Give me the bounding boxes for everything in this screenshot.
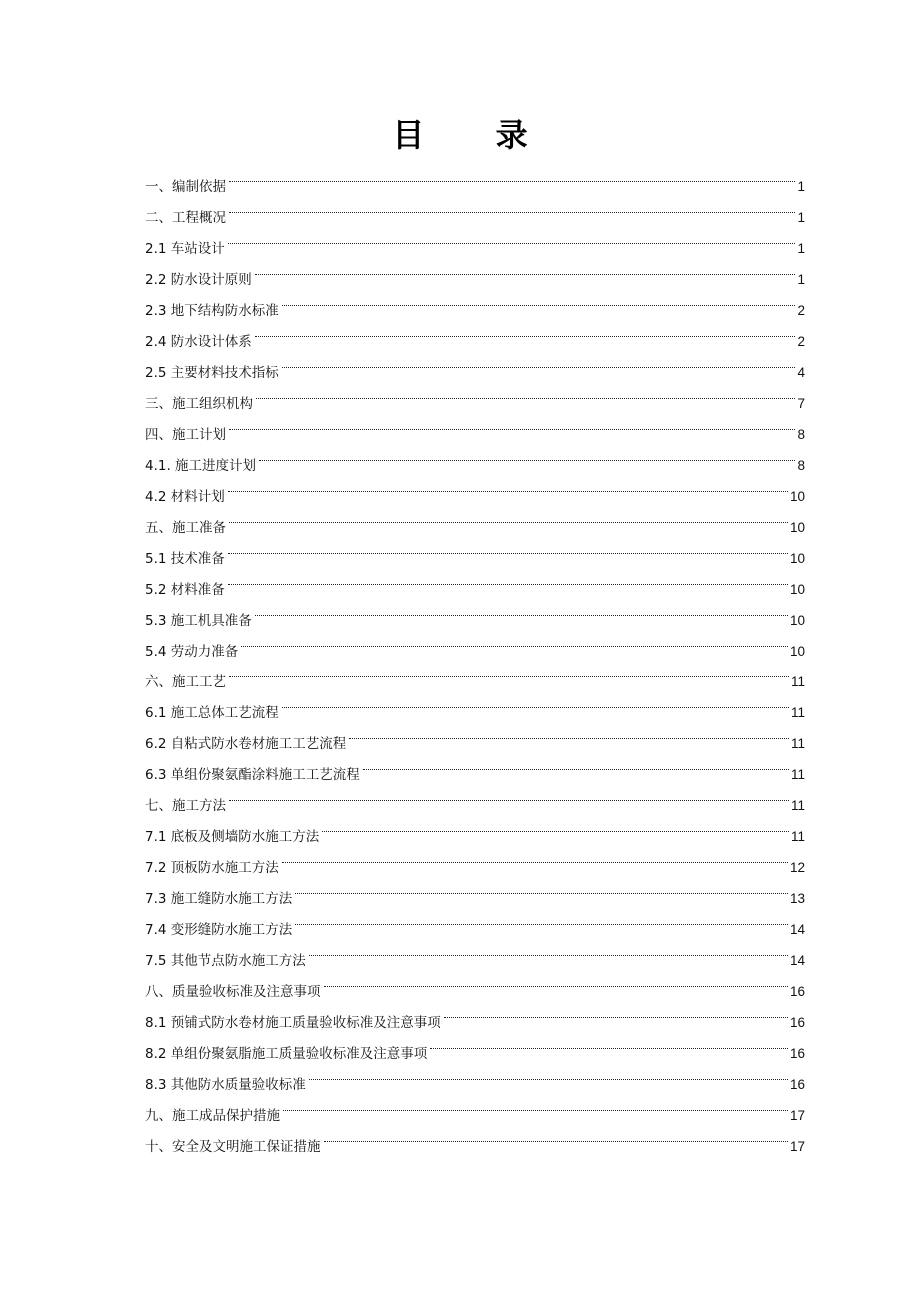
toc-title: 目 录: [392, 116, 558, 154]
toc-entry-page-number: 10: [789, 643, 805, 659]
toc-dot-leader: [241, 625, 788, 656]
toc-entry-page-number: 4: [797, 364, 805, 380]
toc-entry-label: 六、施工工艺: [145, 674, 226, 691]
toc-entry-label: 三、施工组织机构: [145, 395, 253, 412]
toc-entry-label: 四、施工计划: [145, 426, 226, 443]
toc-entry-label: 2.1 车站设计: [145, 240, 225, 257]
toc-dot-leader: [229, 779, 789, 810]
toc-dot-leader: [229, 501, 788, 532]
toc-entry-page-number: 8: [797, 426, 805, 442]
toc-entry-page-number: 8: [797, 457, 805, 473]
toc-dot-leader: [255, 315, 796, 346]
toc-entry-label: 6.1 施工总体工艺流程: [145, 705, 279, 722]
toc-dot-leader: [282, 686, 789, 717]
toc-entry-page-number: 16: [789, 1077, 805, 1093]
toc-list: [145, 160, 805, 1155]
toc-entry-page-number: 16: [789, 1015, 805, 1031]
toc-dot-leader: [259, 439, 795, 470]
toc-entry[interactable]: [145, 810, 805, 846]
toc-entry-label: 7.1 底板及侧墙防水施工方法: [145, 829, 320, 846]
toc-entry-label: 九、施工成品保护措施: [145, 1108, 280, 1125]
toc-entry[interactable]: [145, 222, 805, 257]
toc-entry-page-number: 10: [789, 550, 805, 566]
toc-entry-label: 7.3 施工缝防水施工方法: [145, 891, 293, 908]
toc-entry-page-number: 17: [789, 1108, 805, 1124]
toc-entry-label: 5.3 施工机具准备: [145, 612, 252, 629]
toc-entry-page-number: 2: [797, 302, 805, 318]
toc-entry[interactable]: [145, 439, 805, 474]
toc-entry-page-number: 11: [790, 829, 805, 845]
toc-entry-label: 2.5 主要材料技术指标: [145, 364, 279, 381]
toc-dot-leader: [229, 656, 789, 687]
toc-entry-label: 5.2 材料准备: [145, 581, 225, 598]
toc-entry-label: 五、施工准备: [145, 519, 226, 536]
toc-entry-label: 8.2 单组份聚氨脂施工质量验收标准及注意事项: [145, 1046, 428, 1063]
toc-entry[interactable]: [145, 656, 805, 691]
toc-entry[interactable]: [145, 686, 805, 722]
toc-entry-label: 6.3 单组份聚氨酯涂料施工工艺流程: [145, 767, 360, 784]
toc-entry[interactable]: [145, 779, 805, 815]
toc-entry-page-number: 13: [789, 891, 805, 907]
toc-dot-leader: [309, 1058, 788, 1089]
toc-dot-leader: [283, 1089, 788, 1120]
toc-entry-label: 2.4 防水设计体系: [145, 333, 252, 350]
toc-entry-page-number: 11: [790, 736, 805, 752]
toc-entry[interactable]: [145, 408, 805, 443]
toc-dot-leader: [228, 532, 788, 563]
toc-dot-leader: [430, 1027, 788, 1058]
toc-entry-page-number: 11: [790, 674, 805, 690]
toc-entry[interactable]: [145, 625, 805, 660]
toc-entry[interactable]: [145, 594, 805, 629]
toc-entry[interactable]: [145, 532, 805, 567]
toc-dot-leader: [309, 934, 788, 965]
toc-dot-leader: [322, 810, 789, 841]
toc-dot-leader: [229, 160, 795, 191]
toc-entry-page-number: 11: [790, 798, 805, 814]
toc-entry-page-number: 12: [789, 860, 805, 876]
toc-entry-page-number: 2: [797, 333, 805, 349]
toc-entry-page-number: 10: [789, 581, 805, 597]
toc-entry-label: 4.1. 施工进度计划: [145, 457, 257, 474]
toc-dot-leader: [363, 748, 789, 779]
toc-entry-page-number: 11: [790, 767, 805, 783]
toc-dot-leader: [324, 965, 788, 996]
toc-entry-page-number: 14: [789, 953, 805, 969]
toc-entry-label: 7.5 其他节点防水施工方法: [145, 953, 306, 970]
toc-entry-label: 七、施工方法: [145, 798, 226, 815]
toc-entry-page-number: 1: [797, 240, 805, 256]
toc-dot-leader: [256, 377, 795, 408]
toc-dot-leader: [229, 191, 795, 222]
toc-entry[interactable]: [145, 191, 805, 226]
toc-entry-label: 7.4 变形缝防水施工方法: [145, 922, 293, 939]
toc-entry-page-number: 17: [789, 1139, 805, 1154]
toc-entry-label: 4.2 材料计划: [145, 488, 225, 505]
toc-entry-page-number: 1: [797, 178, 805, 194]
toc-entry-page-number: 10: [789, 519, 805, 535]
toc-dot-leader: [295, 903, 788, 934]
toc-entry-page-number: 1: [797, 209, 805, 225]
toc-dot-leader: [228, 470, 788, 501]
toc-entry[interactable]: [145, 160, 805, 195]
toc-entry-label: 5.1 技术准备: [145, 550, 225, 567]
toc-entry-page-number: 10: [789, 488, 805, 504]
toc-entry-label: 6.2 自粘式防水卷材施工工艺流程: [145, 736, 347, 753]
toc-entry-page-number: 1: [797, 271, 805, 287]
toc-entry-label: 十、安全及文明施工保证措施: [145, 1139, 321, 1155]
toc-dot-leader: [282, 284, 796, 315]
toc-dot-leader: [349, 717, 789, 748]
toc-entry-label: 一、编制依据: [145, 178, 226, 195]
toc-entry-label: 5.4 劳动力准备: [145, 643, 239, 660]
toc-entry-page-number: 10: [789, 612, 805, 628]
toc-entry-label: 八、质量验收标准及注意事项: [145, 984, 321, 1001]
toc-entry-label: 二、工程概况: [145, 209, 226, 226]
toc-entry-label: 8.1 预铺式防水卷材施工质量验收标准及注意事项: [145, 1015, 441, 1032]
toc-dot-leader: [229, 408, 795, 439]
toc-entry[interactable]: [145, 253, 805, 288]
toc-entry-page-number: 16: [789, 984, 805, 1000]
toc-dot-leader: [282, 346, 796, 377]
toc-entry-label: 7.2 顶板防水施工方法: [145, 860, 279, 877]
toc-dot-leader: [228, 563, 788, 594]
toc-dot-leader: [444, 996, 788, 1027]
toc-entry-page-number: 11: [790, 705, 805, 721]
toc-dot-leader: [282, 841, 788, 872]
toc-entry[interactable]: [145, 470, 805, 505]
toc-entry[interactable]: [145, 501, 805, 536]
toc-dot-leader: [255, 253, 796, 284]
toc-dot-leader: [255, 594, 788, 625]
toc-entry-page-number: 7: [797, 395, 805, 411]
toc-entry-page-number: 16: [789, 1046, 805, 1062]
toc-entry-label: 8.3 其他防水质量验收标准: [145, 1077, 306, 1094]
toc-entry-label: 2.2 防水设计原则: [145, 271, 252, 288]
toc-dot-leader: [295, 872, 788, 903]
toc-dot-leader: [324, 1120, 788, 1151]
toc-dot-leader: [228, 222, 796, 253]
toc-entry-label: 2.3 地下结构防水标准: [145, 302, 279, 319]
toc-entry[interactable]: [145, 563, 805, 598]
toc-entry-page-number: 14: [789, 922, 805, 938]
